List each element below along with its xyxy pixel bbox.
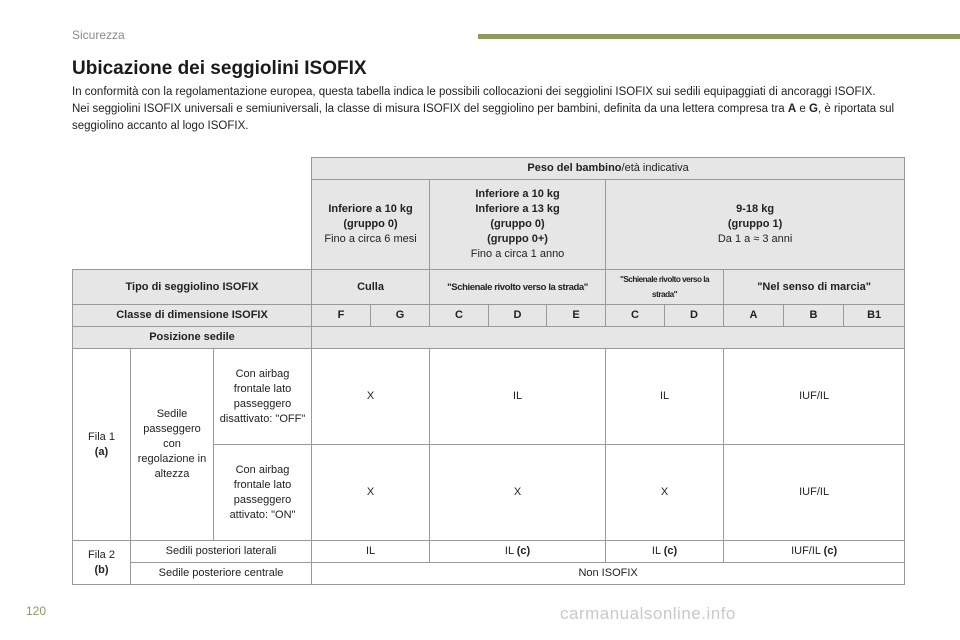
isofix-table (72, 157, 905, 585)
value-cell: IL (606, 349, 724, 445)
group-col-1: Inferiore a 10 kg Inferiore a 13 kg (gruppo 0) (gruppo 0+) Fino a circa 1 anno (430, 180, 606, 270)
class-cell: B (784, 305, 844, 327)
weight-header: Peso del bambino/età indicativa (312, 158, 905, 180)
central-seat-value: Non ISOFIX (312, 563, 905, 585)
class-cell: E (547, 305, 606, 327)
intro-text (72, 84, 912, 135)
table-row (73, 327, 905, 349)
value-cell: IUF/IL (c) (724, 541, 905, 563)
value-cell: IL (c) (430, 541, 606, 563)
fila-2-cell: Fila 2 (b) (73, 541, 131, 585)
value-cell: IUF/IL (724, 349, 905, 445)
value-cell: IL (c) (606, 541, 724, 563)
class-cell: B1 (844, 305, 905, 327)
value-cell: IL (312, 541, 430, 563)
lateral-seats-label: Sedili posteriori laterali (131, 541, 312, 563)
class-cell: G (371, 305, 430, 327)
value-cell: X (606, 445, 724, 541)
value-cell: X (312, 445, 430, 541)
position-label: Posizione sedile (73, 327, 312, 349)
passenger-seat-cell: Sedile passeggero con regolazione in altezza (131, 349, 214, 541)
airbag-on-cell: Con airbag frontale lato passeggero attivato: "ON" (214, 445, 312, 541)
class-cell: C (606, 305, 665, 327)
fila-1-cell: Fila 1 (a) (73, 349, 131, 541)
group-col-0: Inferiore a 10 kg (gruppo 0) Fino a circa 6 mesi (312, 180, 430, 270)
page-number: 120 (26, 604, 47, 618)
intro-paragraph-1: In conformità con la regolamentazione europea, questa tabella indica le possibili collocazioni dei seggiolini ISOFIX sui sedili equipaggiati di ancoraggi ISOFIX. (72, 86, 876, 98)
table-row (73, 305, 905, 327)
value-cell: IUF/IL (724, 445, 905, 541)
type-cell: "Schienale rivolto verso la strada" (430, 270, 606, 305)
table-row (73, 349, 905, 445)
value-cell: IL (430, 349, 606, 445)
class-cell: A (724, 305, 784, 327)
type-cell: Culla (312, 270, 430, 305)
class-cell: F (312, 305, 371, 327)
airbag-off-cell: Con airbag frontale lato passeggero disattivato: "OFF" (214, 349, 312, 445)
section-label: Sicurezza (72, 28, 125, 42)
table-row (73, 270, 905, 305)
table-row (73, 541, 905, 563)
class-cell: D (665, 305, 724, 327)
table-row (73, 158, 905, 180)
central-seat-label: Sedile posteriore centrale (131, 563, 312, 585)
type-label: Tipo di seggiolino ISOFIX (73, 270, 312, 305)
class-cell: C (430, 305, 489, 327)
class-cell: D (489, 305, 547, 327)
table-row (73, 180, 905, 270)
header-accent-bar (478, 34, 960, 39)
page-title: Ubicazione dei seggiolini ISOFIX (72, 58, 367, 79)
value-cell: X (430, 445, 606, 541)
type-cell: "Schienale rivolto verso la strada" (606, 270, 724, 305)
value-cell: X (312, 349, 430, 445)
group-col-2: 9-18 kg (gruppo 1) Da 1 a ≈ 3 anni (606, 180, 905, 270)
type-cell: "Nel senso di marcia" (724, 270, 905, 305)
intro-paragraph-2: Nei seggiolini ISOFIX universali e semiuniversali, la classe di misura ISOFIX del seggiolino per bambini, definita da una lettera compresa tra A e G, è riportata sul seggiolino accanto al logo ISOFIX. (72, 103, 895, 132)
watermark: carmanualsonline.info (560, 604, 736, 623)
table-row (73, 563, 905, 585)
position-filler (312, 327, 905, 349)
class-label: Classe di dimensione ISOFIX (73, 305, 312, 327)
